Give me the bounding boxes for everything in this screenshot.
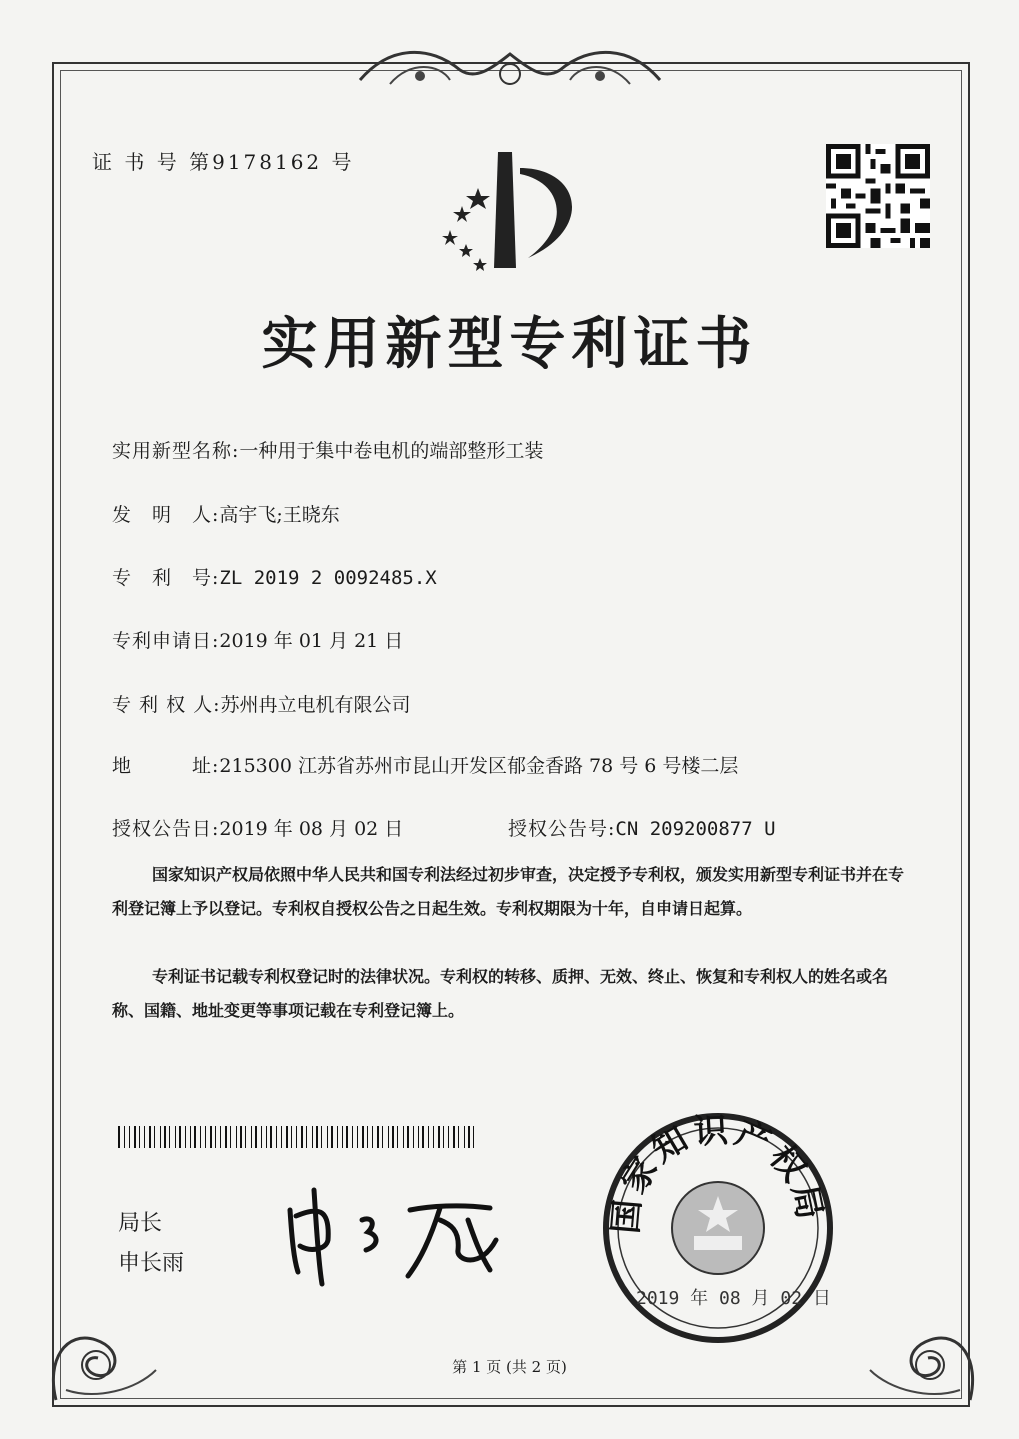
- address-label: 地 址:: [112, 755, 220, 777]
- page-footer: 第 1 页 (共 2 页): [452, 1358, 567, 1376]
- grant-date-label: 授权公告日:: [112, 818, 220, 840]
- inventor-value: 高宇飞;王晓东: [219, 504, 340, 526]
- qr-code-icon: [826, 144, 930, 248]
- statement-paragraph-2: 专利证书记载专利权登记时的法律状况。专利权的转移、质押、无效、终止、恢复和专利权人的姓名或名称、国籍、地址变更等事项记载在专利登记簿上。: [112, 967, 889, 1020]
- application-date-label: 专利申请日:: [112, 630, 220, 652]
- patentee-row: [112, 690, 411, 717]
- utility-name-value: 一种用于集中卷电机的端部整形工装: [239, 440, 544, 462]
- grant-number-label: 授权公告号:: [508, 818, 616, 840]
- patentee-label: 专 利 权 人:: [112, 694, 221, 716]
- address-value: 215300 江苏省苏州市昆山开发区郁金香路 78 号 6 号楼二层: [219, 755, 739, 777]
- certificate-title: 实用新型专利证书: [261, 311, 758, 377]
- bottom-left-ornament: [36, 1270, 166, 1410]
- grant-number-value: CN 209200877 U: [615, 818, 776, 840]
- grant-number-row: [508, 814, 776, 841]
- patent-number-value: ZL 2019 2 0092485.X: [219, 567, 437, 589]
- official-seal-icon: [600, 1110, 836, 1346]
- patentee-value: 苏州冉立电机有限公司: [220, 694, 411, 716]
- top-ornament: [350, 40, 670, 100]
- grant-date-row: [112, 814, 403, 841]
- bottom-right-ornament: [860, 1270, 990, 1410]
- inventor-row: [112, 500, 340, 527]
- grant-date-value: 2019 年 08 月 02 日: [219, 818, 404, 840]
- patent-number-label: 专 利 号:: [112, 567, 220, 589]
- barcode-icon: [118, 1126, 478, 1148]
- certificate-number: 证 书 号 第9178162 号: [92, 150, 355, 174]
- utility-name-label: 实用新型名称:: [112, 440, 240, 462]
- patent-number-row: [112, 563, 437, 590]
- statement-paragraph-1: 国家知识产权局依照中华人民共和国专利法经过初步审查，决定授予专利权，颁发实用新型专利证书并在专利登记簿上予以登记。专利权自授权公告之日起生效。专利权期限为十年，自申请日起算。: [112, 865, 905, 918]
- chief-name: 申长雨: [118, 1251, 185, 1276]
- application-date-row: [112, 626, 403, 653]
- chief-title: 局长: [118, 1211, 163, 1236]
- utility-name-row: [112, 436, 543, 463]
- inventor-label: 发 明 人:: [112, 504, 220, 526]
- application-date-value: 2019 年 01 月 21 日: [219, 630, 404, 652]
- signature-icon: [280, 1180, 510, 1290]
- seal-text: 国家知识产权局: [605, 1110, 831, 1236]
- seal-date: 2019 年 08 月 02 日: [636, 1288, 831, 1309]
- address-row: [112, 751, 738, 778]
- cnipa-logo-icon: [420, 148, 600, 278]
